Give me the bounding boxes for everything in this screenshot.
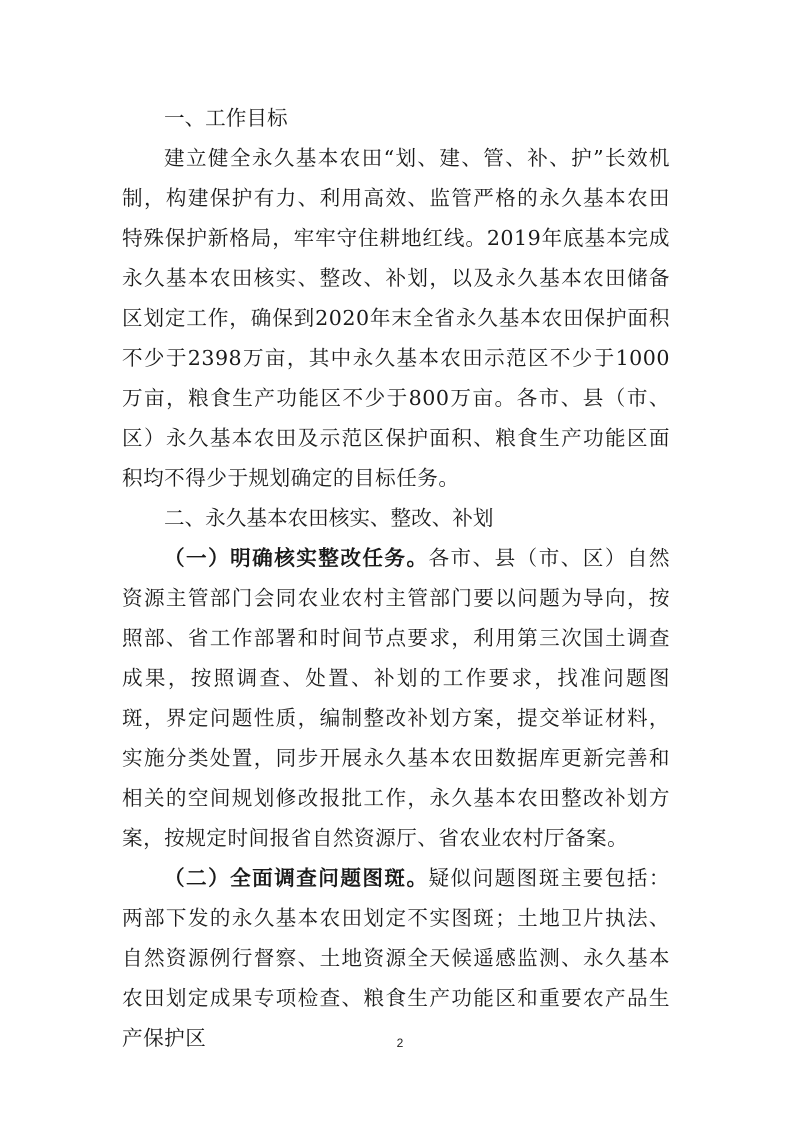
paragraph-lead: （一）明确核实整改任务。 — [164, 546, 429, 570]
document-page — [122, 98, 670, 1058]
paragraph-task — [122, 538, 670, 858]
paragraph-survey — [122, 858, 670, 1058]
paragraph-text: 各市、县（市、区）自然资源主管部门会同农业农村主管部门要以问题为导向，按照部、省工作部署和时间节点要求，利用第三次国土调查成果，按照调查、处置、补划的工作要求，找准问题图斑，界定问题性质，编制整改补划方案，提交举证材料，实施分类处置，同步开展永久基本农田数据库更新完善和相关的空间规划修改报批工作，永久基本农田整改补划方案，按规定时间报省自然资源厅、省农业农村厅备案。 — [122, 546, 671, 850]
paragraph-lead: （二）全面调查问题图斑。 — [164, 866, 429, 890]
paragraph-text: 建立健全永久基本农田“划、建、管、补、护”长效机制，构建保护有力、利用高效、监管严格的永久基本农田特殊保护新格局，牢牢守住耕地红线。2019年底基本完成永久基本农田核实、整改、补划，以及永久基本农田储备区划定工作，确保到2020年末全省永久基本农田保护面积不少于2398万亩，其中永久基本农田示范区不少于1000万亩，粮食生产功能区不少于800万亩。各市、县（市、区）永久基本农田及示范区保护面积、粮食生产功能区面积均不得少于规划确定的目标任务。 — [122, 146, 670, 490]
section-heading-goals: 一、工作目标 — [164, 106, 288, 130]
page-number: 2 — [396, 1036, 404, 1050]
paragraph-goals — [122, 138, 670, 498]
section-heading-verification: 二、永久基本农田核实、整改、补划 — [164, 506, 494, 530]
paragraph-text: 疑似问题图斑主要包括：两部下发的永久基本农田划定不实图斑；土地卫片执法、自然资源例行督察、土地资源全天候遥感监测、永久基本农田划定成果专项检查、粮食生产功能区和重要农产品生产保护区 — [122, 866, 671, 1050]
